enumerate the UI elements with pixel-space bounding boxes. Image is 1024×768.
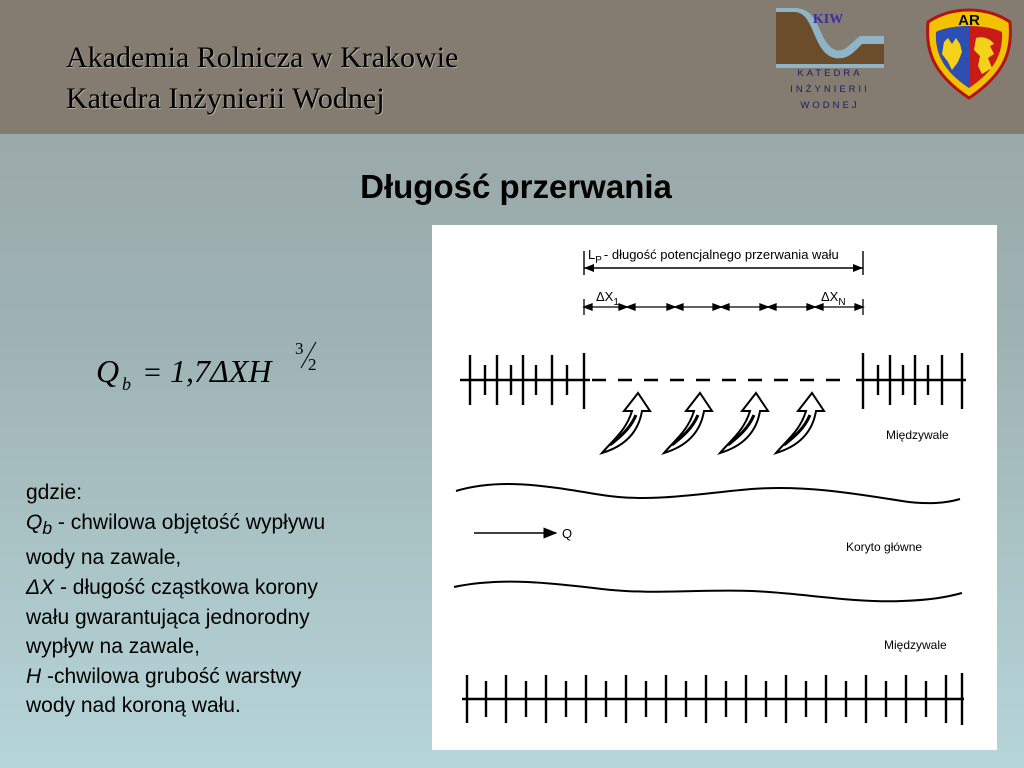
formula-q-subscript: b (122, 374, 131, 394)
dxn-label-sub: N (838, 297, 846, 308)
floodplain-top-label: Międzywale (886, 428, 949, 442)
riverbank-bottom (454, 582, 962, 602)
kiw-logo-line-2: INŻYNIERII (790, 84, 870, 95)
levee-top-left (460, 353, 590, 409)
formula-equals: = (144, 356, 161, 389)
kiw-logo (772, 8, 888, 116)
outflow-arrow-3 (720, 393, 768, 453)
formula-q-symbol: Q (96, 353, 120, 389)
legend-dx-text-2: wału gwarantująca jednorodny (26, 605, 310, 629)
kiw-logo-line-3: WODNEJ (800, 100, 860, 111)
levee-top-right (856, 353, 966, 409)
dx1-label-sub: 1 (613, 297, 619, 308)
outflow-arrow-1 (602, 393, 650, 453)
ar-logo (924, 8, 1014, 100)
legend-h-symbol: H (26, 664, 42, 688)
dx1-label-main: ΔX (596, 289, 614, 304)
legend-h-text-2: wody nad koroną wału. (26, 694, 241, 718)
outflow-arrows (602, 393, 824, 453)
legend-qb-text: - chwilowa objętość wypływu (52, 510, 326, 534)
legend-qb-line (26, 508, 426, 544)
slide-title: Długość przerwania (360, 168, 672, 205)
slide-header (0, 0, 1024, 134)
levee-bottom (462, 673, 964, 725)
floodplain-bottom-label: Międzywale (884, 638, 947, 652)
legend-dx-text-3: wypływ na zawale, (26, 635, 200, 659)
dxn-label (821, 289, 846, 308)
legend-qb-text-2: wody na zawale, (26, 546, 182, 570)
kiw-logo-abbr: KIW (812, 12, 844, 27)
institution-name: Akademia Rolnicza w Krakowie (66, 41, 459, 74)
lp-label-sub: P (595, 255, 602, 266)
lp-label-main: L (588, 247, 596, 262)
flow-label: Q (562, 526, 573, 541)
symbol-legend (26, 478, 426, 721)
lp-label-text: - długość potencjalnego przerwania wału (603, 247, 839, 262)
kiw-logo-line-1: KATEDRA (797, 68, 863, 79)
legend-h-line (26, 662, 426, 692)
legend-intro: gdzie: (26, 481, 83, 504)
dxn-label-main: ΔX (821, 289, 839, 304)
formula-exponent-denominator: 2 (308, 355, 317, 374)
riverbank-top (456, 484, 960, 503)
legend-h-text: -chwilowa grubość warstwy (41, 664, 302, 688)
outflow-arrow-2 (664, 393, 712, 453)
legend-dx-text: - długość cząstkowa korony (54, 575, 318, 599)
formula-rhs: 1,7ΔXH (170, 353, 272, 389)
ar-logo-abbr: AR (958, 12, 980, 29)
legend-dx-line (26, 573, 426, 603)
flow-formula (92, 332, 332, 402)
legend-qb-symbol: Q (26, 510, 43, 534)
legend-qb-subscript: b (42, 517, 53, 538)
legend-dx-symbol: ΔX (26, 575, 55, 599)
breach-diagram (432, 225, 997, 750)
lp-label (588, 247, 839, 266)
formula-exponent-numerator: 3 (295, 339, 304, 358)
dx1-label (596, 289, 619, 308)
outflow-arrow-4 (776, 393, 824, 453)
main-channel-label: Koryto główne (846, 540, 923, 554)
department-name: Katedra Inżynierii Wodnej (66, 82, 385, 115)
